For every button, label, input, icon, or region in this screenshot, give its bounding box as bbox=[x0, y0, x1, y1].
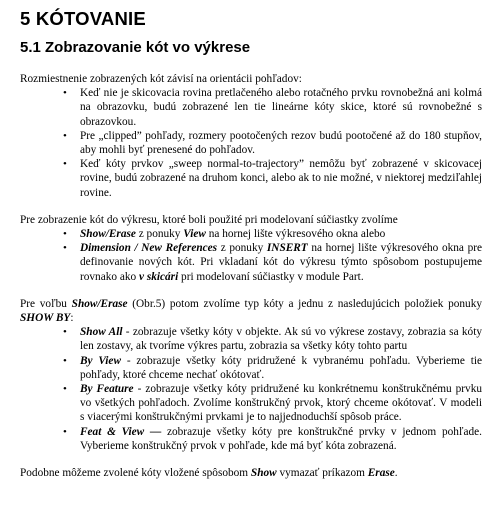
emphasis-text: v skicári bbox=[138, 270, 179, 283]
list-item: • Show All - zobrazuje všetky kóty v objekte. Ak sú vo výkrese zostavy, zobrazia sa kóty len zostavy, ak tvoríme výkres partu, zobrazia sa všetky kóty tohto partu bbox=[63, 326, 482, 353]
bullet-icon: • bbox=[63, 383, 67, 396]
intro-paragraph: Rozmiestnenie zobrazených kót závisí na orientácii pohľadov: bbox=[20, 73, 302, 85]
bullet-icon: • bbox=[63, 354, 67, 367]
option-name: By Feature bbox=[80, 383, 134, 396]
show-by-list bbox=[20, 325, 482, 453]
menu-paragraph: Pre zobrazenie kót do výkresu, ktoré boli použité pri modelovaní súčiastky zvolíme bbox=[20, 213, 398, 226]
list-item: • By Feature - zobrazuje všetky kóty pridružené ku konkrétnemu konštrukčnému prvku vo všetkých pohľadoch. Zvolíme konštrukčný prvok, ktorý chceme okótovať. V modeli s viacerými konštrukčnými prvkami je to najjednoduchší spôsob práce. bbox=[63, 383, 482, 424]
option-name: Feat & View — bbox=[80, 425, 162, 438]
menu-bullet-list bbox=[20, 227, 482, 284]
list-item bbox=[20, 86, 482, 129]
bullet-icon: • bbox=[63, 425, 67, 438]
command-name: Erase bbox=[367, 467, 395, 480]
bullet-icon: • bbox=[63, 129, 67, 142]
closing-paragraph: Podobne môžeme zvolené kóty vložené spôsobom Show vymazať príkazom Erase. bbox=[20, 467, 398, 480]
list-item bbox=[20, 157, 482, 200]
list-item-text: Keď nie je skicovacia rovina pretlačeného alebo rotačného prvku rovnobežná ani kolmá na obrazovku, budú zobrazené len tie lineárne kóty skice, ktoré sú rovnobežné s obrazovkou. bbox=[80, 87, 482, 128]
bullet-icon: • bbox=[63, 87, 67, 100]
list-item-text: Pre „clipped” pohľady, rozmery pootočených rezov budú pootočené až do 180 stupňov, aby mohli byť prenesené do pohľadov. bbox=[80, 129, 482, 157]
command-name: Show/Erase bbox=[80, 228, 136, 241]
list-item: • By View - zobrazuje všetky kóty pridružené k vybranému pohľadu. Vyberieme tie pohľady, ktoré chceme nechať okótovať. bbox=[63, 354, 482, 381]
intro-bullet-list bbox=[20, 86, 482, 200]
section-heading: 5.1 Zobrazovanie kót vo výkrese bbox=[20, 39, 251, 56]
menu-name: View bbox=[183, 228, 206, 241]
bullet-icon: • bbox=[63, 158, 67, 171]
list-item-text: Keď kóty prvkov „sweep normal-to-trajectory” nemôžu byť zobrazené v skicovacej rovine, budú zobrazené na druhom konci, alebo ak to nie možné, v niektorej medziľahlej rovine. bbox=[80, 158, 482, 199]
command-name: Dimension / New References bbox=[80, 242, 218, 255]
list-item bbox=[20, 129, 482, 157]
bullet-icon: • bbox=[63, 326, 67, 339]
list-item: • Feat & View — zobrazuje všetky kóty pre konštrukčné prvky v jednom pohľade. Vyberieme konštrukčný prvok v pohľade, kde má byť kóta zobrazená. bbox=[63, 425, 482, 452]
menu-name: INSERT bbox=[266, 242, 308, 255]
bullet-icon: • bbox=[63, 228, 67, 241]
chapter-heading: 5 KÓTOVANIE bbox=[20, 8, 146, 29]
bullet-icon: • bbox=[63, 242, 67, 255]
option-name: By View bbox=[80, 354, 121, 367]
menu-name: SHOW BY bbox=[20, 312, 71, 325]
list-item: • Show/Erase z ponuky View na hornej lište výkresového okna alebo bbox=[63, 228, 386, 241]
command-name: Show bbox=[250, 467, 277, 480]
command-name: Show/Erase bbox=[71, 297, 128, 310]
document-body bbox=[20, 72, 482, 480]
option-name: Show All bbox=[80, 326, 123, 339]
show-by-paragraph: Pre voľbu Show/Erase (Obr.5) potom zvolíme typ kóty a jednu z nasledujúcich položiek ponuky SHOW BY: bbox=[20, 297, 483, 325]
list-item: • Dimension / New References z ponuky INSERT na hornej lište výkresového okna pre definovanie nových kót. Pri vkladaní kót do výkresu týmto spôsobom postupujeme rovnako ako v skicári pri modelovaní súčiastky v module Part. bbox=[63, 242, 482, 283]
